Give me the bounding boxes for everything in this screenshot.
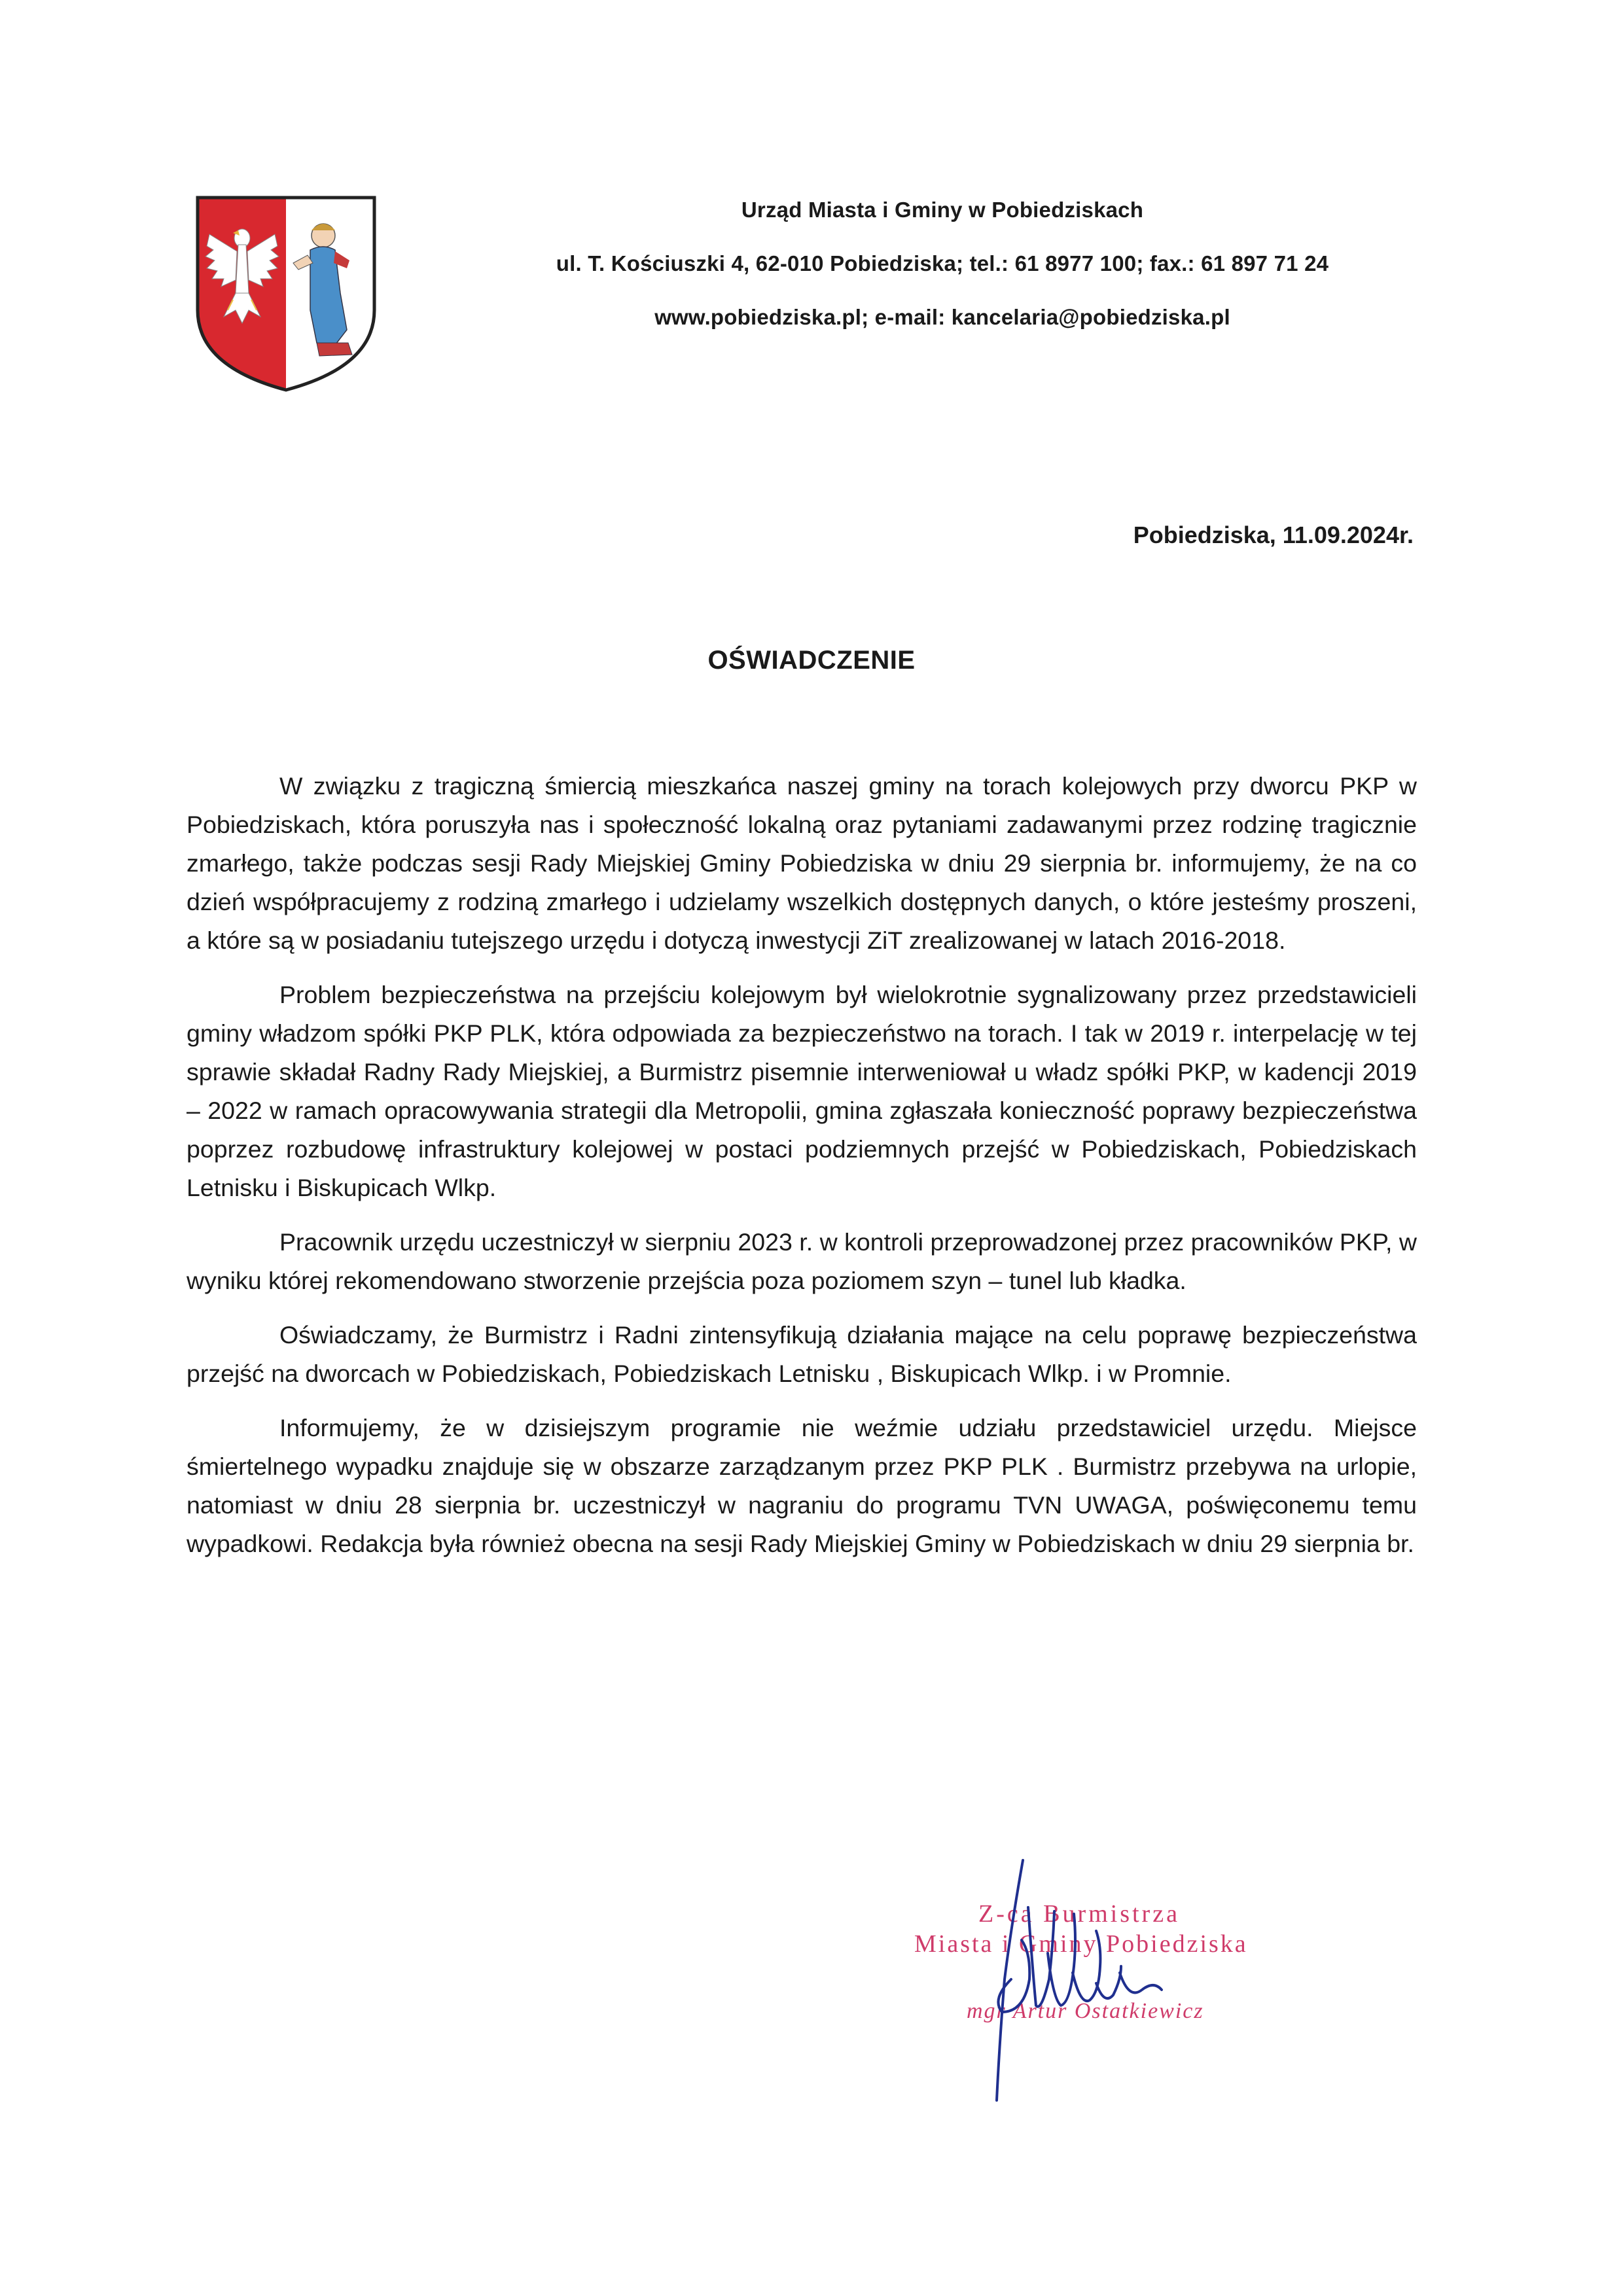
office-address: ul. T. Kościuszki 4, 62-010 Pobiedziska; tel.: 61 8977 100; fax.: 61 897 71 24	[556, 251, 1329, 275]
signature-block	[913, 1848, 1306, 2123]
office-contact: www.pobiedziska.pl; e-mail: kancelaria@pobiedziska.pl	[654, 305, 1230, 329]
stamp-line-2: Miasta i Gminy Pobiedziska	[914, 1930, 1248, 1958]
paragraph-2: Problem bezpieczeństwa na przejściu kolejowym był wielokrotnie sygnalizowany przez przedstawicieli gminy władzom spółki PKP PLK, która odpowiada za bezpieczeństwo na torach. I tak w 2019 r. interpelację w tej sprawie składał Radny Rady Miejskiej, a Burmistrz pisemnie interweniował u władz spółki PKP, w kadencji 2019 – 2022 w ramach opracowywania strategii dla Metropolii, gmina zgłaszała konieczność poprawy bezpieczeństwa poprzez rozbudowę infrastruktury kolejowej w postaci podziemnych przejść w Pobiedziskach, Pobiedziskach Letnisku i Biskupicach Wlkp.	[187, 981, 1417, 1201]
letterhead	[406, 196, 1479, 357]
office-name: Urząd Miasta i Gminy w Pobiedziskach	[741, 198, 1144, 222]
stamp-line-1: Z-ca Burmistrza	[978, 1900, 1180, 1928]
paragraph-5: Informujemy, że w dzisiejszym programie nie weźmie udziału przedstawiciel urzędu. Miejsce śmiertelnego wypadku znajduje się w obszarze zarządzanym przez PKP PLK . Burmistrz przebywa na urlopie, natomiast w dniu 28 sierpnia br. uczestniczył w nagraniu do programu TVN UWAGA, poświęconemu temu wypadkowi. Redakcja była również obecna na sesji Rady Miejskiej Gminy w Pobiedziskach w dniu 29 sierpnia br.	[187, 1414, 1417, 1557]
coat-of-arms	[195, 195, 377, 393]
document-date: Pobiedziska, 11.09.2024r.	[1133, 521, 1414, 548]
paragraph-4: Oświadczamy, że Burmistrz i Radni zintensyfikują działania mające na celu poprawę bezpieczeństwa przejść na dworcach w Pobiedziskach, Pobiedziskach Letnisku , Biskupicach Wlkp. i w Promnie.	[187, 1321, 1417, 1387]
handwritten-signature	[913, 1848, 1306, 2123]
stamp-line-3: mgr Artur Ostatkiewicz	[967, 1999, 1204, 2023]
paragraph-3: Pracownik urzędu uczestniczył w sierpniu 2023 r. w kontroli przeprowadzonej przez pracowników PKP, w wyniku której rekomendowano stworzenie przejścia poza poziomem szyn – tunel lub kładka.	[187, 1228, 1417, 1294]
document-body	[187, 767, 1417, 1579]
document-title: OŚWIADCZENIE	[707, 646, 916, 675]
paragraph-1: W związku z tragiczną śmiercią mieszkańca naszej gminy na torach kolejowych przy dworcu PKP w Pobiedziskach, która poruszyła nas i społeczność lokalną oraz pytaniami zadawanymi przez rodzinę tragicznie zmarłego, także podczas sesji Rady Miejskiej Gminy Pobiedziska w dniu 29 sierpnia br. informujemy, że na co dzień współpracujemy z rodziną zmarłego i udzielamy wszelkich dostępnych danych, o które jesteśmy proszeni, a które są w posiadaniu tutejszego urzędu i dotyczą inwestycji ZiT zrealizowanej w latach 2016-2018.	[187, 772, 1417, 954]
